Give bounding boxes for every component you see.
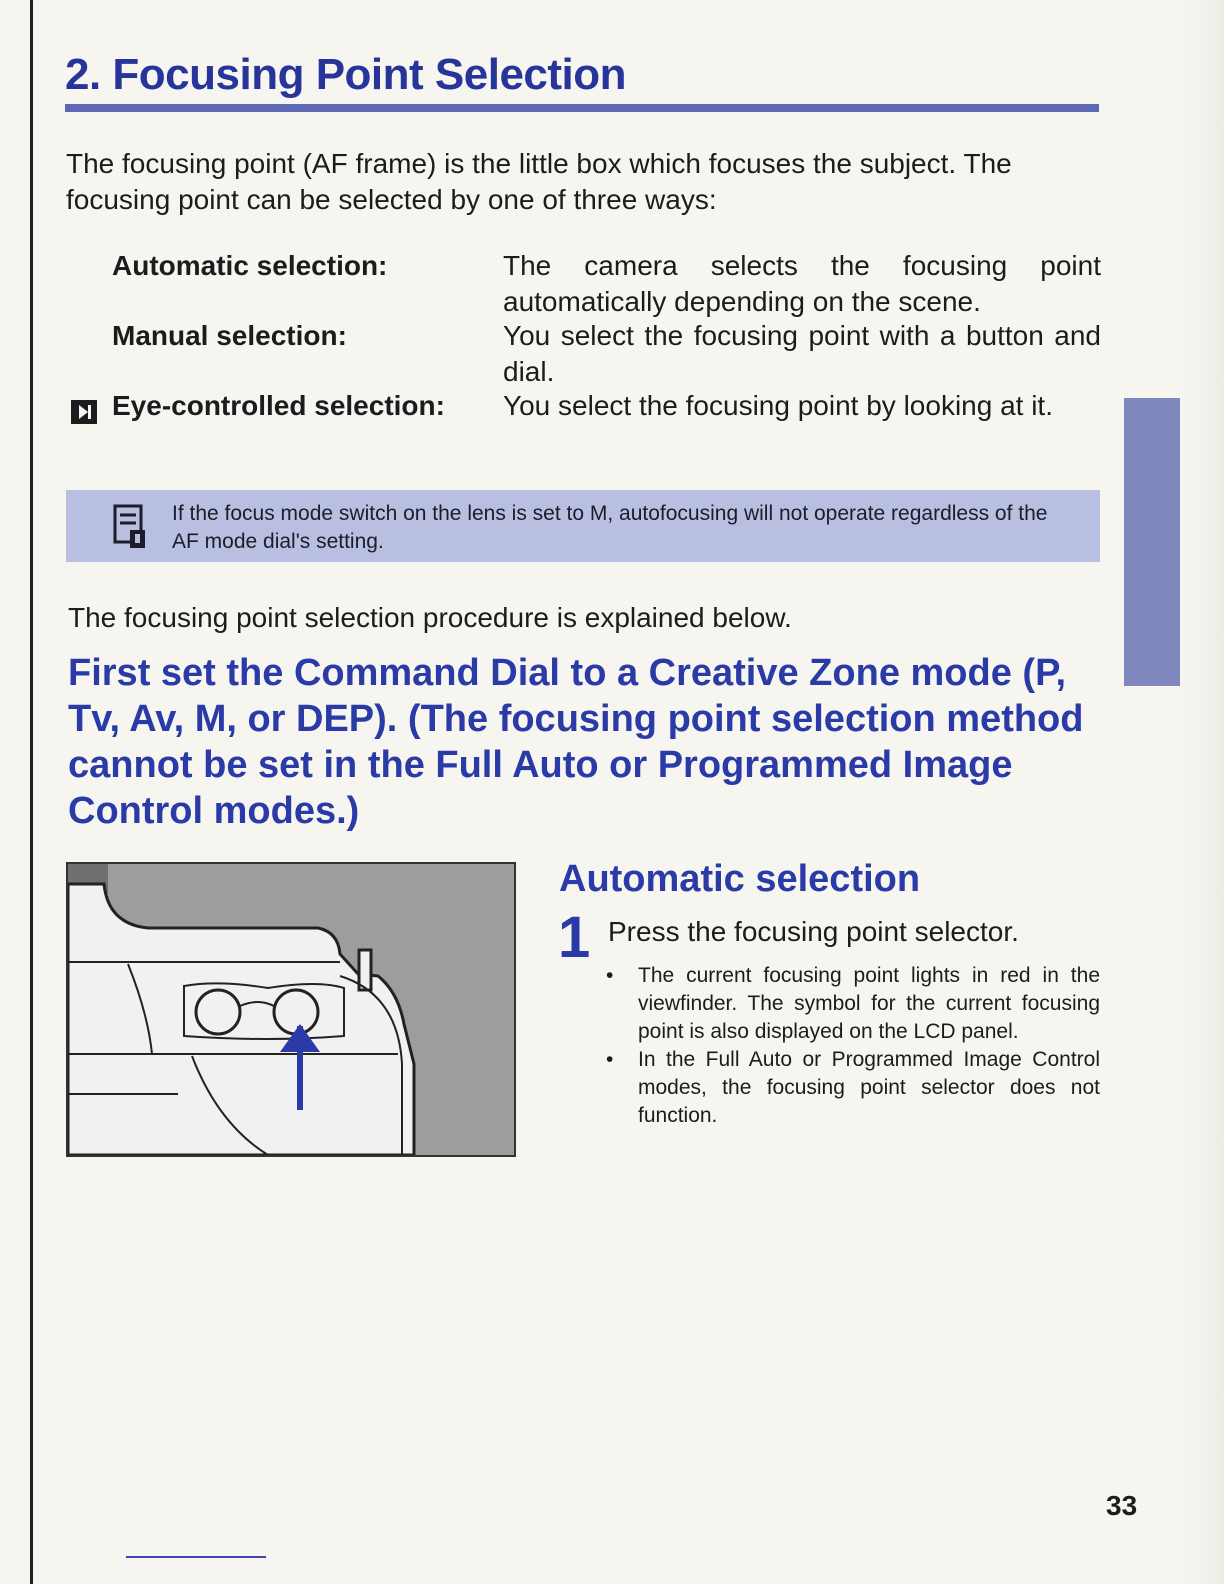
intro-paragraph: The focusing point (AF frame) is the little box which focuses the subject. The focusing point can be selected by one of three ways: bbox=[66, 148, 1012, 215]
method-label: Eye-controlled selection: bbox=[112, 390, 445, 421]
method-label: Automatic selection: bbox=[112, 250, 388, 281]
method-description: The camera selects the focusing point automatically depending on the scene. bbox=[503, 250, 1101, 317]
camera-illustration bbox=[66, 862, 516, 1157]
method-label: Manual selection: bbox=[112, 320, 347, 351]
method-description: You select the focusing point with a button and dial. bbox=[503, 320, 1101, 387]
step-notes bbox=[606, 962, 1100, 1130]
memo-icon bbox=[112, 504, 148, 550]
page-number: 33 bbox=[1106, 1490, 1138, 1521]
title-rule bbox=[65, 104, 1099, 112]
page-edge bbox=[30, 0, 33, 1584]
list-item: • The current focusing point lights in red in the viewfinder. The symbol for the current focusing point is also displayed on the LCD panel. bbox=[606, 962, 1100, 1046]
command-dial-instruction: First set the Command Dial to a Creative Zone mode (P, Tv, Av, M, or DEP). (The focusing point selection method cannot be set in the Full Auto or Programmed Image Control modes.) bbox=[68, 652, 1084, 832]
procedure-intro: The focusing point selection procedure is explained below. bbox=[68, 602, 792, 633]
page-title: 2. Focusing Point Selection bbox=[65, 50, 627, 99]
step-number: 1 bbox=[558, 905, 591, 970]
eye-control-icon bbox=[70, 399, 98, 425]
focusing-point-selector-illustration bbox=[68, 864, 514, 1155]
method-description: You select the focusing point by looking at it. bbox=[503, 390, 1053, 421]
bottom-rule bbox=[126, 1556, 266, 1558]
page-gutter bbox=[1180, 0, 1224, 1584]
step-text: Press the focusing point selector. bbox=[608, 916, 1019, 947]
note-text: If the focus mode switch on the lens is set to M, autofocusing will not operate regardless of the AF mode dial's setting. bbox=[172, 502, 1048, 553]
chapter-side-tab bbox=[1124, 398, 1180, 686]
note-box bbox=[66, 490, 1100, 562]
automatic-selection-heading: Automatic selection bbox=[559, 858, 921, 900]
list-item: • In the Full Auto or Programmed Image Control modes, the focusing point selector does not function. bbox=[606, 1046, 1100, 1130]
